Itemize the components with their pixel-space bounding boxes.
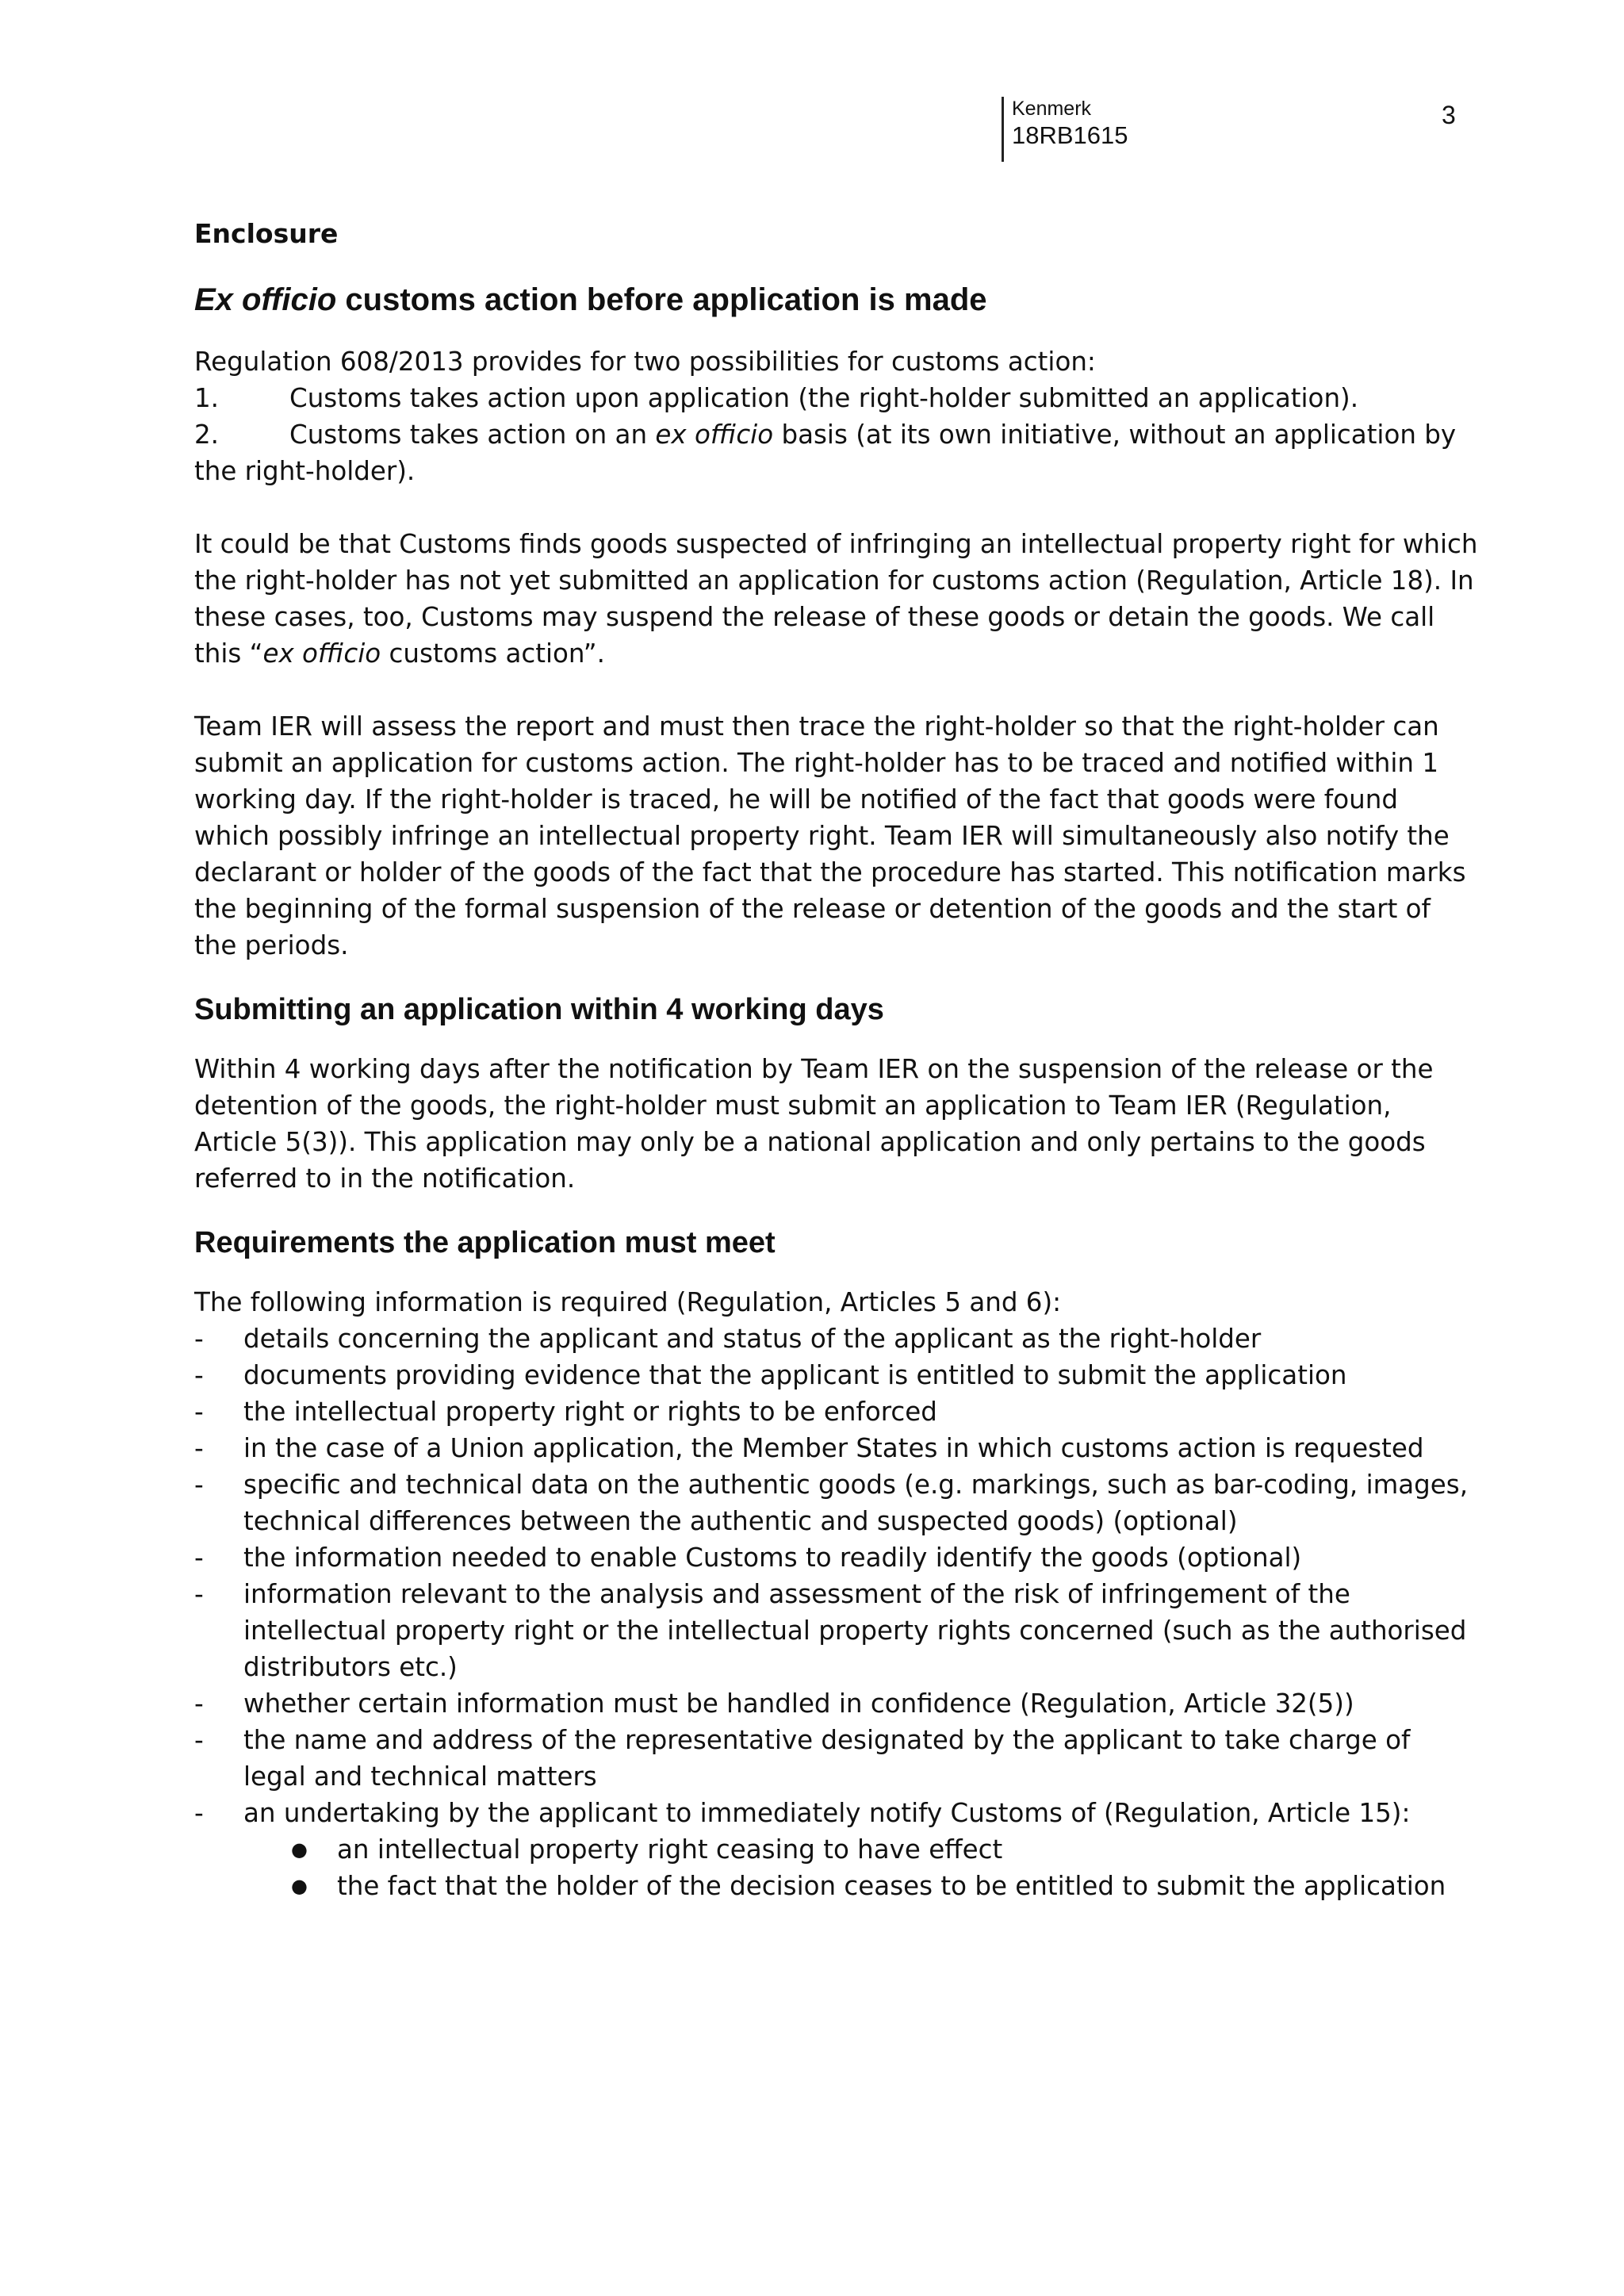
para-italic: ex officio	[262, 638, 381, 669]
paragraph-suspicion	[194, 526, 1479, 672]
intro-paragraph: Regulation 608/2013 provides for two possibilities for customs action:	[194, 347, 1096, 377]
item-number: 2.	[194, 420, 220, 450]
page-number: 3	[1442, 101, 1456, 129]
section-heading-requirements: Requirements the application must meet	[194, 1226, 776, 1259]
heading-italic: Ex officio	[194, 282, 337, 317]
paragraph-team-ier: Team IER will assess the report and must then trace the right-holder so that the right-holder can submit an application for customs action. The right-holder has to be traced and notified within 1 working day. If the right-holder is traced, he will be notified of the fact that goods were found which possibly infringe an intellectual property right. Team IER will simultaneously also notify the declarant or holder of the goods of the fact that the procedure has started. This notification marks the beginning of the formal suspension of the release or detention of the goods and the start of the periods.	[194, 711, 1466, 960]
para-text: It could be that Customs finds goods suspected of infringing an intellectual property right for which the right-holder has not yet submitted an application for customs action (Regulation, Article 18). In these cases, too, Customs may suspend the release of these goods or detain the goods. We call this “	[194, 529, 1478, 669]
list-item	[194, 416, 1479, 489]
item-text-italic: ex officio	[655, 420, 774, 450]
list-item: ● an intellectual property right ceasing to have effect	[194, 1831, 1479, 1868]
undertaking-sublist	[194, 1831, 1479, 1904]
list-item: - specific and technical data on the authentic goods (e.g. markings, such as bar-coding, images, technical differences between the authentic and suspected goods) (optional)	[194, 1466, 1479, 1539]
list-item: - the intellectual property right or rights to be enforced	[194, 1393, 1479, 1430]
heading-rest: customs action before application is made	[336, 282, 987, 317]
reference-value: 18RB1615	[1012, 121, 1128, 149]
list-item: - documents providing evidence that the applicant is entitled to submit the application	[194, 1357, 1479, 1393]
list-item: - details concerning the applicant and status of the applicant as the right-holder	[194, 1320, 1479, 1357]
reference-block	[1002, 97, 1128, 162]
list-item: - an undertaking by the applicant to immediately notify Customs of (Regulation, Article 15):	[194, 1795, 1479, 1831]
requirements-intro: The following information is required (Regulation, Articles 5 and 6):	[194, 1287, 1062, 1317]
requirements-list	[194, 1320, 1479, 1831]
reference-label: Kenmerk	[1012, 98, 1092, 120]
list-item	[194, 380, 1479, 416]
list-item: - the information needed to enable Customs to readily identify the goods (optional)	[194, 1539, 1479, 1576]
section-heading-submitting: Submitting an application within 4 working days	[194, 993, 884, 1026]
document-body	[194, 218, 1479, 1904]
numbered-list	[194, 380, 1479, 489]
item-text-post: basis (at its own initiative, without an application by the right-holder).	[194, 420, 1457, 486]
item-number: 1.	[194, 383, 220, 413]
paragraph-submitting: Within 4 working days after the notification by Team IER on the suspension of the release or the detention of the goods, the right-holder must submit an application to Team IER (Regulation, Article 5(3)). This application may only be a national application and only pertains to the goods referred to in the notification.	[194, 1054, 1434, 1194]
list-item: - whether certain information must be handled in confidence (Regulation, Article 32(5))	[194, 1685, 1479, 1722]
para-text: customs action”.	[381, 638, 605, 669]
section-heading-ex-officio	[194, 280, 1479, 320]
list-item: - information relevant to the analysis and assessment of the risk of infringement of the intellectual property right or the intellectual property rights concerned (such as the authorised distributors etc.)	[194, 1576, 1479, 1685]
enclosure-title: Enclosure	[194, 218, 339, 249]
list-item: ● the fact that the holder of the decision ceases to be entitled to submit the application	[194, 1868, 1479, 1904]
item-text: Customs takes action upon application (the right-holder submitted an application).	[289, 383, 1359, 413]
item-text-pre: Customs takes action on an	[289, 420, 656, 450]
list-item: - in the case of a Union application, the Member States in which customs action is requested	[194, 1430, 1479, 1466]
list-item: - the name and address of the representative designated by the applicant to take charge of legal and technical matters	[194, 1722, 1479, 1795]
